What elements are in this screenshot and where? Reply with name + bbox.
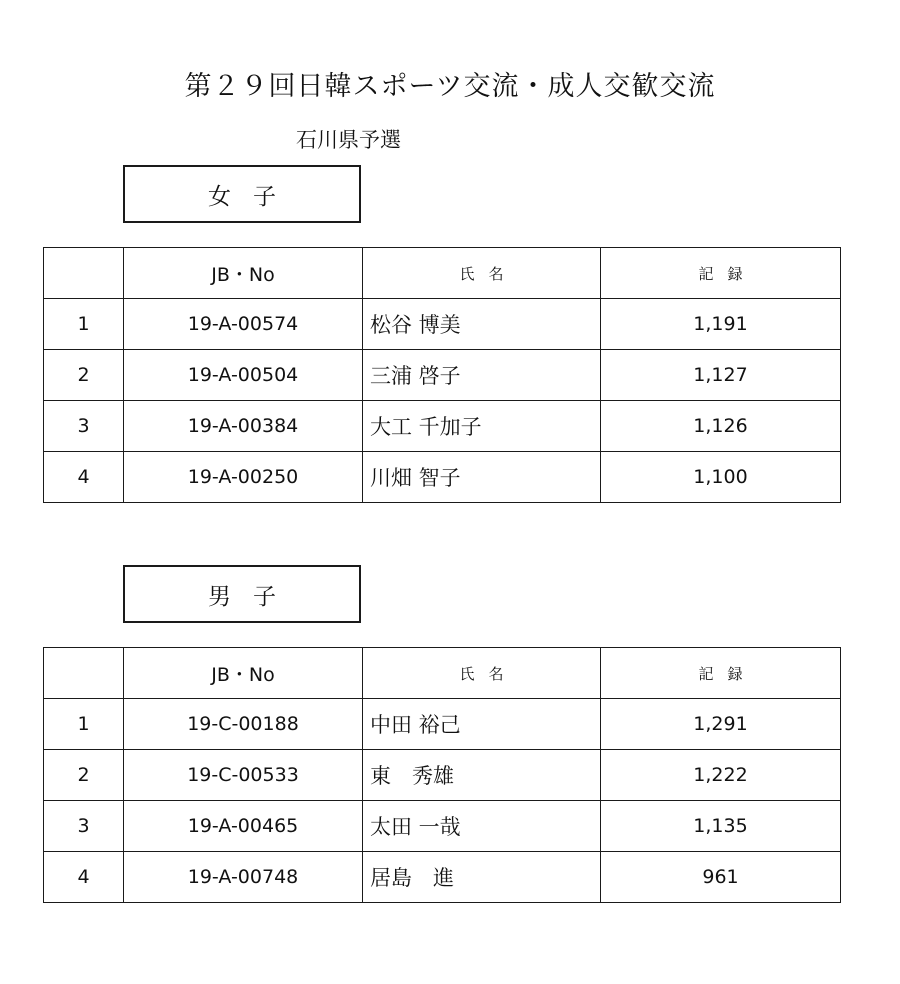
results-table-women	[43, 247, 841, 503]
jb-no-cell: 19-C-00533	[124, 750, 363, 801]
header-record: 記録	[601, 248, 841, 299]
table-row	[44, 750, 841, 801]
name-cell: 中田 裕己	[363, 699, 601, 750]
record-cell: 1,135	[601, 801, 841, 852]
header-rank	[44, 648, 124, 699]
rank-cell: 1	[44, 699, 124, 750]
table-row	[44, 452, 841, 503]
name-cell: 大工 千加子	[363, 401, 601, 452]
header-record: 記録	[601, 648, 841, 699]
table-row	[44, 299, 841, 350]
name-cell: 三浦 啓子	[363, 350, 601, 401]
section-label-women: 女子	[123, 165, 361, 223]
section-label-men: 男子	[123, 565, 361, 623]
record-cell: 1,222	[601, 750, 841, 801]
table-row	[44, 350, 841, 401]
jb-no-cell: 19-A-00748	[124, 852, 363, 903]
header-rank	[44, 248, 124, 299]
table-row	[44, 699, 841, 750]
record-cell: 1,127	[601, 350, 841, 401]
results-table-men	[43, 647, 841, 903]
name-cell: 松谷 博美	[363, 299, 601, 350]
jb-no-cell: 19-C-00188	[124, 699, 363, 750]
record-cell: 1,191	[601, 299, 841, 350]
record-cell: 961	[601, 852, 841, 903]
rank-cell: 2	[44, 350, 124, 401]
table-row	[44, 852, 841, 903]
record-cell: 1,126	[601, 401, 841, 452]
header-name: 氏名	[363, 648, 601, 699]
jb-no-cell: 19-A-00384	[124, 401, 363, 452]
record-cell: 1,100	[601, 452, 841, 503]
jb-no-cell: 19-A-00574	[124, 299, 363, 350]
table-row	[44, 801, 841, 852]
header-name: 氏名	[363, 248, 601, 299]
rank-cell: 2	[44, 750, 124, 801]
header-jb-no: JB・No	[124, 248, 363, 299]
name-cell: 東 秀雄	[363, 750, 601, 801]
jb-no-cell: 19-A-00504	[124, 350, 363, 401]
header-jb-no: JB・No	[124, 648, 363, 699]
jb-no-cell: 19-A-00465	[124, 801, 363, 852]
table-row	[44, 401, 841, 452]
name-cell: 川畑 智子	[363, 452, 601, 503]
record-cell: 1,291	[601, 699, 841, 750]
jb-no-cell: 19-A-00250	[124, 452, 363, 503]
name-cell: 太田 一哉	[363, 801, 601, 852]
rank-cell: 4	[44, 852, 124, 903]
rank-cell: 1	[44, 299, 124, 350]
rank-cell: 3	[44, 801, 124, 852]
name-cell: 居島 進	[363, 852, 601, 903]
document-title: 第２９回日韓スポーツ交流・成人交歓交流	[184, 71, 716, 102]
table-header-row	[44, 648, 841, 699]
document-subtitle: 石川県予選	[296, 128, 401, 152]
rank-cell: 3	[44, 401, 124, 452]
rank-cell: 4	[44, 452, 124, 503]
table-header-row	[44, 248, 841, 299]
